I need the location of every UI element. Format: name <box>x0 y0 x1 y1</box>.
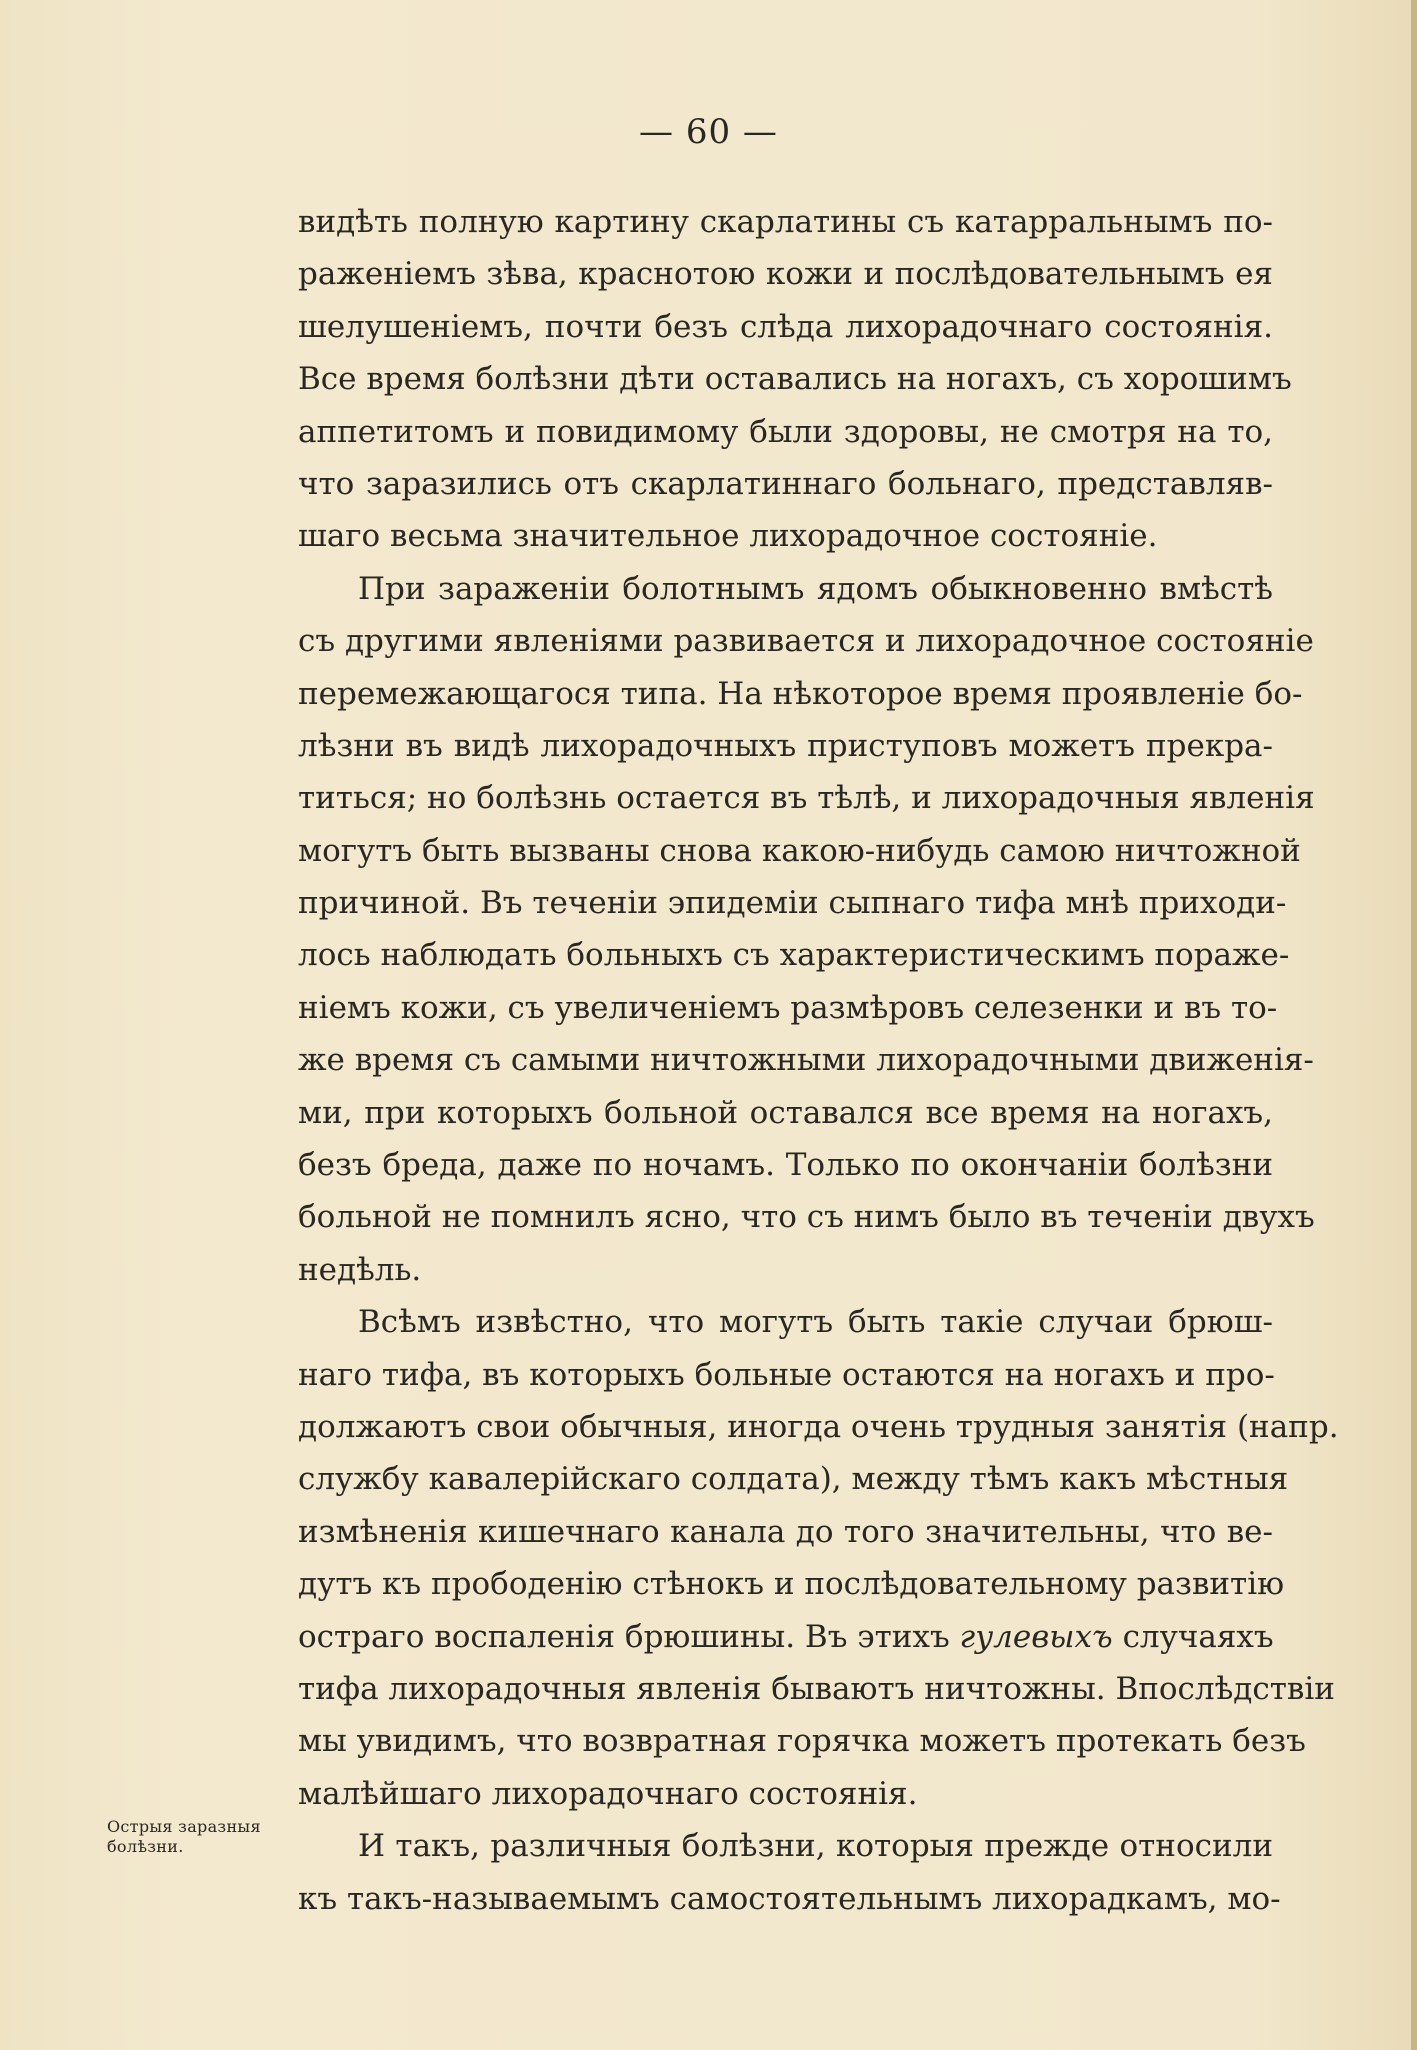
text-line: что заразились отъ скарлатиннаго больнаго, представляв- <box>298 465 1273 502</box>
text-line: лось наблюдать больныхъ съ характеристическимъ пораже- <box>298 937 1290 974</box>
text-line: могутъ быть вызваны снова какою-нибудь самою ничтожной <box>298 832 1301 869</box>
margin-note: Острыя заразныя болѣзни. <box>107 1817 261 1856</box>
text-line: больной не помнилъ ясно, что съ нимъ было въ теченіи двухъ <box>298 1199 1315 1236</box>
text-line: Всѣмъ извѣстно, что могутъ быть такіе случаи брюш- <box>358 1304 1273 1341</box>
page-number: — 60 — <box>639 112 778 152</box>
text-line: видѣть полную картину скарлатины съ катарральнымъ по- <box>298 204 1273 240</box>
text-line: измѣненія кишечнаго канала до того значительны, что ве- <box>298 1513 1273 1550</box>
text-line: мы увидимъ, что возвратная горячка можетъ протекать безъ <box>298 1723 1306 1760</box>
text-line-mixed <box>298 1611 1273 1663</box>
text-line: Все время болѣзни дѣти оставались на ногахъ, съ хорошимъ <box>298 361 1292 398</box>
text-line: перемежающагося типа. На нѣкоторое время проявленіе бо- <box>298 675 1303 712</box>
text-line: титься; но болѣзнь остается въ тѣлѣ, и лихорадочныя явленія <box>298 780 1315 817</box>
text-line: лѣзни въ видѣ лихорадочныхъ приступовъ можетъ прекра- <box>298 727 1273 764</box>
text-line: недѣль. <box>298 1251 422 1288</box>
text-line: И такъ, различныя болѣзни, которыя прежде относили <box>358 1828 1273 1865</box>
text-line: тифа лихорадочныя явленія бываютъ ничтожны. Впослѣдствіи <box>298 1670 1335 1707</box>
italic-word: гулевыхъ <box>959 1618 1113 1655</box>
text-segment: остраго воспаленія брюшины. Въ этихъ <box>298 1618 950 1655</box>
body-text <box>298 196 1339 1925</box>
text-line: раженіемъ зѣва, краснотою кожи и послѣдовательнымъ ея <box>298 256 1273 293</box>
text-line: шаго весьма значительное лихорадочное состояніе. <box>298 518 1158 555</box>
text-segment: случаяхъ <box>1122 1618 1274 1655</box>
text-line: къ такъ-называемымъ самостоятельнымъ лихорадкамъ, мо- <box>298 1880 1281 1917</box>
text-line: При зараженіи болотнымъ ядомъ обыкновенно вмѣстѣ <box>358 570 1273 607</box>
text-line: аппетитомъ и повидимому были здоровы, не смотря на то, <box>298 413 1273 450</box>
page-edge <box>1411 0 1417 2050</box>
text-line: причиной. Въ теченіи эпидеміи сыпнаго тифа мнѣ приходи- <box>298 885 1287 922</box>
text-line: ніемъ кожи, съ увеличеніемъ размѣровъ селезенки и въ то- <box>298 989 1278 1026</box>
text-line: наго тифа, въ которыхъ больные остаются на ногахъ и про- <box>298 1356 1275 1393</box>
text-line: безъ бреда, даже по ночамъ. Только по окончаніи болѣзни <box>298 1147 1273 1184</box>
text-line: малѣйшаго лихорадочнаго состоянія. <box>298 1775 918 1812</box>
text-line: должаютъ свои обычныя, иногда очень трудныя занятія (напр. <box>298 1408 1339 1445</box>
text-line: же время съ самыми ничтожными лихорадочными движенія- <box>298 1042 1314 1079</box>
text-line: службу кавалерійскаго солдата), между тѣмъ какъ мѣстныя <box>298 1461 1289 1498</box>
text-line: съ другими явленіями развивается и лихорадочное состояніе <box>298 623 1314 660</box>
text-line: ми, при которыхъ больной оставался все время на ногахъ, <box>298 1094 1273 1131</box>
text-line: шелушеніемъ, почти безъ слѣда лихорадочнаго состоянія. <box>298 308 1273 345</box>
text-line: дутъ къ прободенію стѣнокъ и послѣдовательному развитію <box>298 1566 1285 1603</box>
